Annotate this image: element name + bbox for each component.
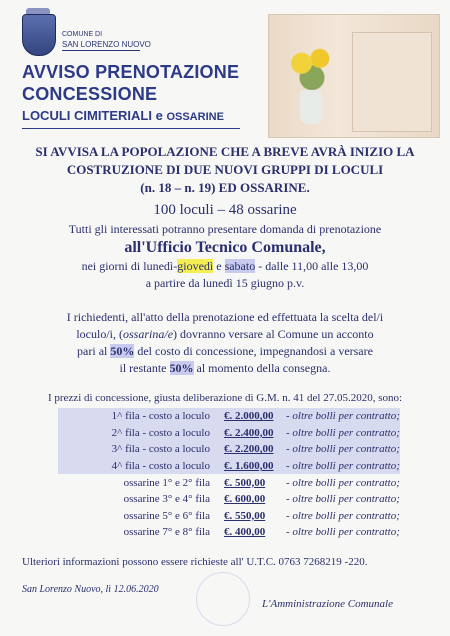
price-amount: €. 550,00 [224,509,266,522]
price-note: - oltre bolli per contratto; [286,526,400,539]
price-amount: €. 500,00 [224,476,266,489]
payment-ossarina: ossarina/e [123,327,174,341]
price-note: - oltre bolli per contratto; [286,493,400,506]
price-label: ossarine 5° e 6° fila [123,509,210,522]
price-row [58,425,400,442]
price-row [58,408,400,425]
payment-line-4 [0,361,450,376]
price-row [58,474,400,491]
payment-3a: pari al [77,344,111,358]
booking-days [0,259,450,274]
payment-4c: al momento della consegna. [193,361,331,375]
price-amount: €. 1.600,00 [224,458,280,475]
comune-name: SAN LORENZO NUOVO [62,40,151,49]
day-saturday: sabato [224,259,256,273]
price-note: - oltre bolli per contratto; [280,458,400,475]
price-row [58,524,400,541]
comune-label: COMUNE DI [62,31,103,38]
place-date: San Lorenzo Nuovo, lì 12.06.2020 [22,584,159,595]
counts: 100 loculi – 48 ossarine [153,202,297,218]
announcement-line-2: COSTRUZIONE DI DUE NUOVI GRUPPI DI LOCULI [66,162,384,177]
price-label: 2^ fila - costo a loculo [58,425,224,442]
price-label: 1^ fila - costo a loculo [58,408,224,425]
payment-percent-2: 50% [169,361,194,375]
day-and: e [213,259,225,273]
price-label: ossarine 7° e 8° fila [123,526,210,539]
flowers-image [286,44,338,92]
title-loculi: LOCULI CIMITERIALI e [22,108,167,123]
comune-underline [62,50,140,51]
price-table [58,408,400,541]
payment-line-1: I richiedenti, all'atto della prenotazione ed effettuata la scelta del/i [66,310,384,324]
price-row [58,508,400,525]
announcement-line-3: (n. 18 – n. 19) ED OSSARINE. [140,180,310,195]
price-amount: €. 2.400,00 [224,425,280,442]
price-amount: €. 2.200,00 [224,441,280,458]
price-row [58,441,400,458]
price-note: - oltre bolli per contratto; [280,408,400,425]
announcement-line-1: SI AVVISA LA POPOLAZIONE CHE A BREVE AVRÀ INIZIO LA [35,144,415,159]
payment-line-3 [0,344,450,359]
day-separator: - [173,259,178,273]
price-row [58,458,400,475]
info-line: Ulteriori informazioni possono essere richieste all' U.T.C. 0763 7268219 -220. [22,556,368,568]
coat-of-arms-icon [22,14,56,56]
marble-slab [352,32,432,132]
office-name: all'Ufficio Tecnico Comunale, [124,239,326,256]
booking-line-1: Tutti gli interessati potranno presentare domanda di prenotazione [68,222,382,236]
price-label: 4^ fila - costo a loculo [58,458,224,475]
title-ossarine: OSSARINE [166,111,224,123]
official-stamp [196,572,250,626]
days-prefix: nei giorni di [81,259,144,273]
price-note: - oltre bolli per contratto; [280,441,400,458]
price-note: - oltre bolli per contratto; [286,509,400,522]
booking-hours: - dalle 11,00 alle 13,00 [255,259,369,273]
price-label: 3^ fila - costo a loculo [58,441,224,458]
payment-line-2 [0,327,450,342]
title-line-1: AVVISO PRENOTAZIONE [22,62,240,82]
price-row [58,491,400,508]
payment-percent-1: 50% [110,344,135,358]
day-thursday: giovedì [177,259,214,273]
price-amount: €. 400,00 [224,526,266,539]
signature: L'Amministrazione Comunale [262,598,393,610]
title-underline [22,128,240,129]
price-label: ossarine 1° e 2° fila [123,476,210,489]
price-amount: €. 2.000,00 [224,408,280,425]
title-line-2: CONCESSIONE [22,84,158,104]
payment-3c: del costo di concessione, impegnandosi a versare [134,344,373,358]
price-amount: €. 600,00 [224,493,266,506]
payment-4a: il restante [119,361,170,375]
price-note: - oltre bolli per contratto; [280,425,400,442]
price-label: ossarine 3° e 4° fila [123,493,210,506]
payment-2c: ) dovranno versare al Comune un acconto [173,327,374,341]
day-monday: lunedì [143,259,174,273]
price-note: - oltre bolli per contratto; [286,476,400,489]
vase-image [300,90,322,124]
payment-2a: loculo/i, ( [76,327,124,341]
booking-start: a partire da lunedì 15 giugno p.v. [145,276,305,290]
prices-intro: I prezzi di concessione, giusta deliberazione di G.M. n. 41 del 27.05.2020, sono: [47,392,403,404]
title-line-3 [22,108,224,123]
